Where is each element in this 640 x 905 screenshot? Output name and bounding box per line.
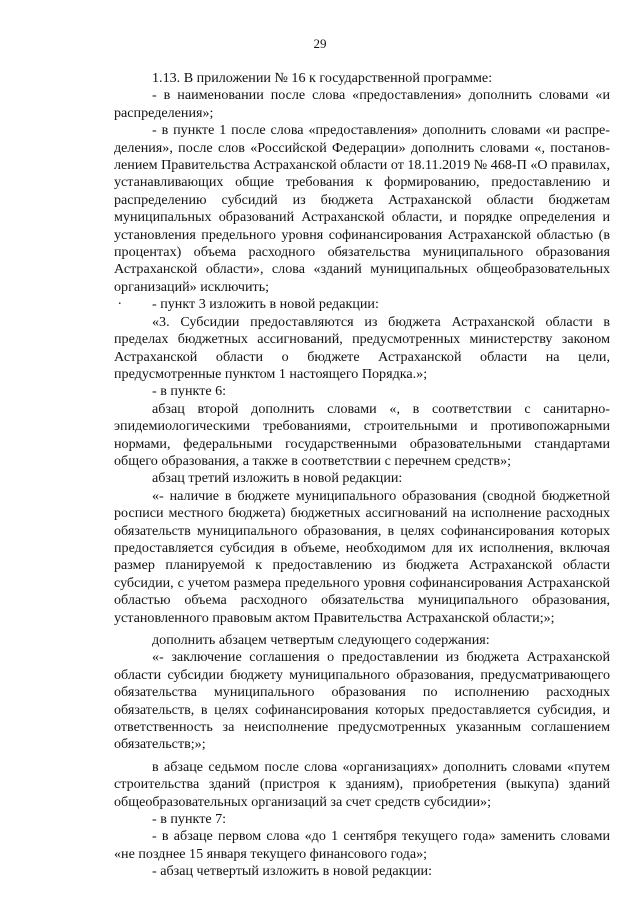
paragraph-point-7-abzac-4: - абзац четвертый изложить в новой редакции: [152,863,433,880]
paragraph-point-6-abzac-3-intro: абзац третий изложить в новой редакции: [152,470,403,487]
paragraph-point-7-intro: - в пункте 7: [152,811,227,828]
paragraph-point-6-intro: - в пункте 6: [152,383,227,400]
paragraph-point-3-intro: - пункт 3 изложить в новой редакции: [152,296,379,313]
paragraph-point-6-abzac-3-text: «- наличие в бюджете муниципального образования (сводной бюджетной росписи местного бюджета) бюджетных ассигнований на исполнение расходных обязательств муниципального образования, в целях софинансирования которых предоставляется субсидия в объеме, необходимом для их исполнения, включая размер планируемой к предоставлению из бюджета Астраханской области субсидии, с учетом размера предельного уровня софинансирования Астраханской областью объема расходного обязательства муниципального образования, установленного правовым актом Правительства Астраханской области;»; [114,487,610,626]
paragraph-point-6-abzac-7: в абзаце седьмом после слова «организациях» дополнить словами «путем строительства зданий (пристроя к зданиям), приобретения (выкупа) зданий общеобразовательных организаций за счет средств субсидии»; [114,758,610,810]
paragraph-point-6-abzac-4-text: «- заключение соглашения о предоставлении из бюджета Астраханской области субсидии бюджету муниципального образования, предусматривающего обязательства муниципального образования по исполнению расходных обязательств, в целях софинансирования которых предоставляется субсидия, и ответственность за неисполнение предусмотренных указанным соглашением обязательств;»; [114,649,610,753]
paragraph-title-change: - в наименовании после слова «предоставления» дополнить словами «и распределения»; [114,87,610,121]
paragraph-point-7-abzac-1: - в абзаце первом слова «до 1 сентября текущего года» заменить словами «не позднее 15 января текущего финансового года»; [114,828,610,862]
paragraph-point-6-abzac-2: абзац второй дополнить словами «, в соответствии с санитарно-эпидемиологическими требованиями, строительными и противопожарными нормами, федеральными государственными образовательными стандартами общего образования, а также в соответствии с перечнем средств»; [114,400,610,469]
paragraph-section-heading: 1.13. В приложении № 16 к государственной программе: [152,70,493,86]
stray-mark: . [118,293,122,308]
page-number: 29 [313,36,327,51]
paragraph-point-6-abzac-4-intro: дополнить абзацем четвертым следующего содержания: [152,632,490,648]
paragraph-point-1-change: - в пункте 1 после слова «предоставления» дополнить словами «и распре-деления», после слов «Российской Федерации» дополнить словами «, постанов-лением Правительства Астраханской области от 18.11.2019 № 468-П «О правилах, устанавливающих общие требования к формированию, предоставлению и распределению субсидий из бюджета Астраханской области бюджетам муниципальных образований Астраханской области, и порядке определения и установления предельного уровня софинансирования Астраханской областью (в процентах) объема расходного обязательства муниципального образования Астраханской области», слова «зданий муниципальных общеобразовательных организаций» исключить; [114,122,610,295]
paragraph-point-3-text: «3. Субсидии предоставляются из бюджета Астраханской области в пределах бюджетных ассигнований, предусмотренных министерству законом Астраханской области о бюджете Астраханской области на цели, предусмотренные пунктом 1 настоящего Порядка.»; [114,313,610,382]
